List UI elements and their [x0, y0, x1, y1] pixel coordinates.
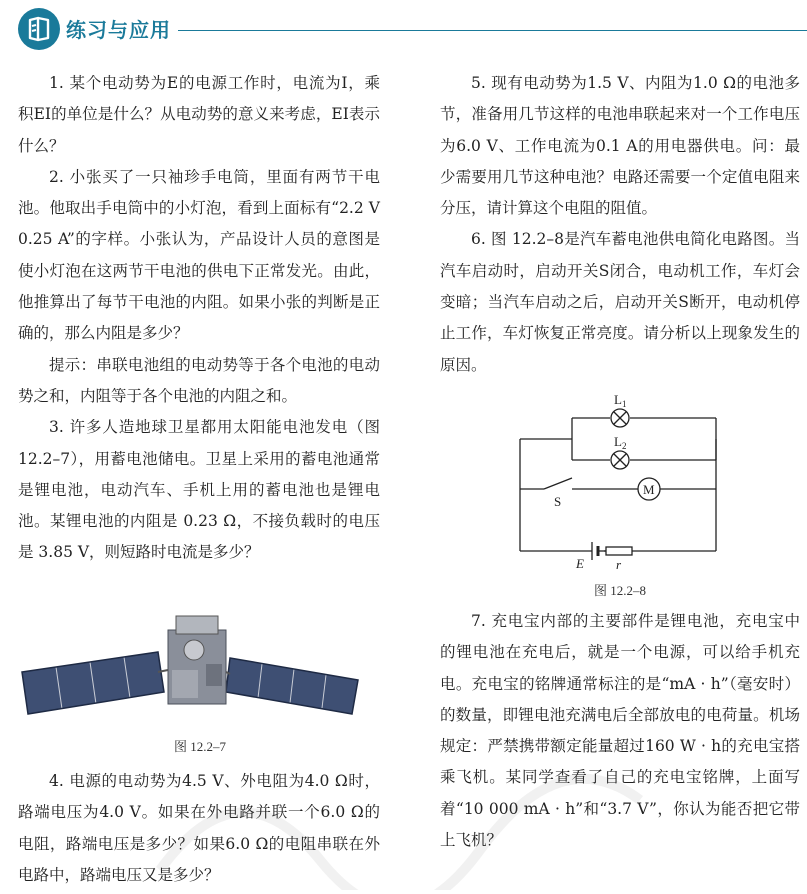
switch-label: S — [554, 494, 562, 509]
right-column — [440, 68, 800, 381]
right-solar-panel — [226, 658, 358, 714]
left-column — [18, 68, 380, 569]
emf-label: E — [576, 556, 584, 571]
figure-12-2-8-caption: 图 12.2–8 — [593, 583, 646, 598]
satellite-body — [158, 616, 230, 704]
exercise-5: 5. 现有电动势为1.5 V、内阻为1.0 Ω的电池多节，准备用几节这样的电池串联起来对一个工作电压为6.0 V、工作电流为0.1 A的用电器供电。问：最少需要用几节这种电池？电路还需要一个定值电阻来分压，请计算这个电阻的阻值。 — [440, 74, 800, 218]
left-solar-panel — [22, 652, 164, 714]
lamp-l2 — [611, 451, 629, 469]
resistor-label: r — [616, 557, 622, 572]
figure-12-2-7-caption: 图 12.2–7 — [173, 739, 226, 754]
internal-resistor — [606, 547, 632, 555]
exercise-4: 4. 电源的电动势为4.5 V、外电阻为4.0 Ω时，路端电压为4.0 V。如果在外电路并联一个6.0 Ω的电阻，路端电压是多少？如果6.0 Ω的电阻串联在外电路中，路端电压又是多少？ — [18, 772, 380, 884]
exercise-6: 6. 图 12.2–8是汽车蓄电池供电简化电路图。当汽车启动时，启动开关S闭合，电动机工作，车灯会变暗；当汽车启动之后，启动开关S断开，电动机停止工作，车灯恢复正常亮度。请分析以上现象发生的原因。 — [440, 230, 800, 374]
header-rule — [178, 30, 807, 31]
section-header — [0, 0, 807, 64]
section-title: 练习与应用 — [66, 18, 171, 42]
battery — [592, 542, 606, 560]
exercise-2: 2. 小张买了一只袖珍手电筒，里面有两节干电池。他取出手电筒中的小灯泡，看到上面标有“2.2 V 0.25 A”的字样。小张认为，产品设计人员的意图是使小灯泡在这两节干电池的供电下正常发光。由此，他推算出了每节干电池的内阻。如果小张的判断是正确的，那么内阻是多少？ — [18, 167, 380, 343]
exercise-1: 1. 某个电动势为E的电源工作时，电流为I，乘积EI的单位是什么？从电动势的意义来考虑，EI表示什么？ — [18, 74, 380, 155]
exercise-2-hint: 提示：串联电池组的电动势等于各个电池的电动势之和，内阻等于各个电池的内阻之和。 — [18, 355, 380, 405]
lamp-l1 — [611, 409, 629, 427]
motor-label: M — [643, 482, 655, 497]
motor — [638, 478, 660, 500]
exercise-7: 7. 充电宝内部的主要部件是锂电池，充电宝中的锂电池在充电后，就是一个电源，可以给手机充电。充电宝的铭牌通常标注的是“mA · h”（毫安时）的数量，即锂电池充满电后全部放电的电荷量。机场规定：严禁携带额定能量超过160 W · h的充电宝搭乘飞机。某同学查看了自己的充电宝铭牌，上面写着“10 000 mA · h”和“3.7 V”，你认为能否把它带上飞机？ — [440, 612, 800, 850]
exercise-3: 3. 许多人造地球卫星都用太阳能电池发电（图12.2–7），用蓄电池储电。卫星上采用的蓄电池通常是锂电池，电动汽车、手机上用的蓄电池也是锂电池。某锂电池的内阻是 0.23 Ω，不接负载时的电压是 3.85 V，则短路时电流是多少？ — [18, 418, 380, 562]
lamp-l1-label: $L_1$ — [614, 392, 627, 409]
circuit-diagram — [510, 388, 730, 578]
watermark — [120, 740, 680, 890]
book-icon — [18, 8, 60, 50]
satellite-figure — [18, 610, 378, 720]
lamp-l2-label: $L_2$ — [614, 434, 627, 451]
